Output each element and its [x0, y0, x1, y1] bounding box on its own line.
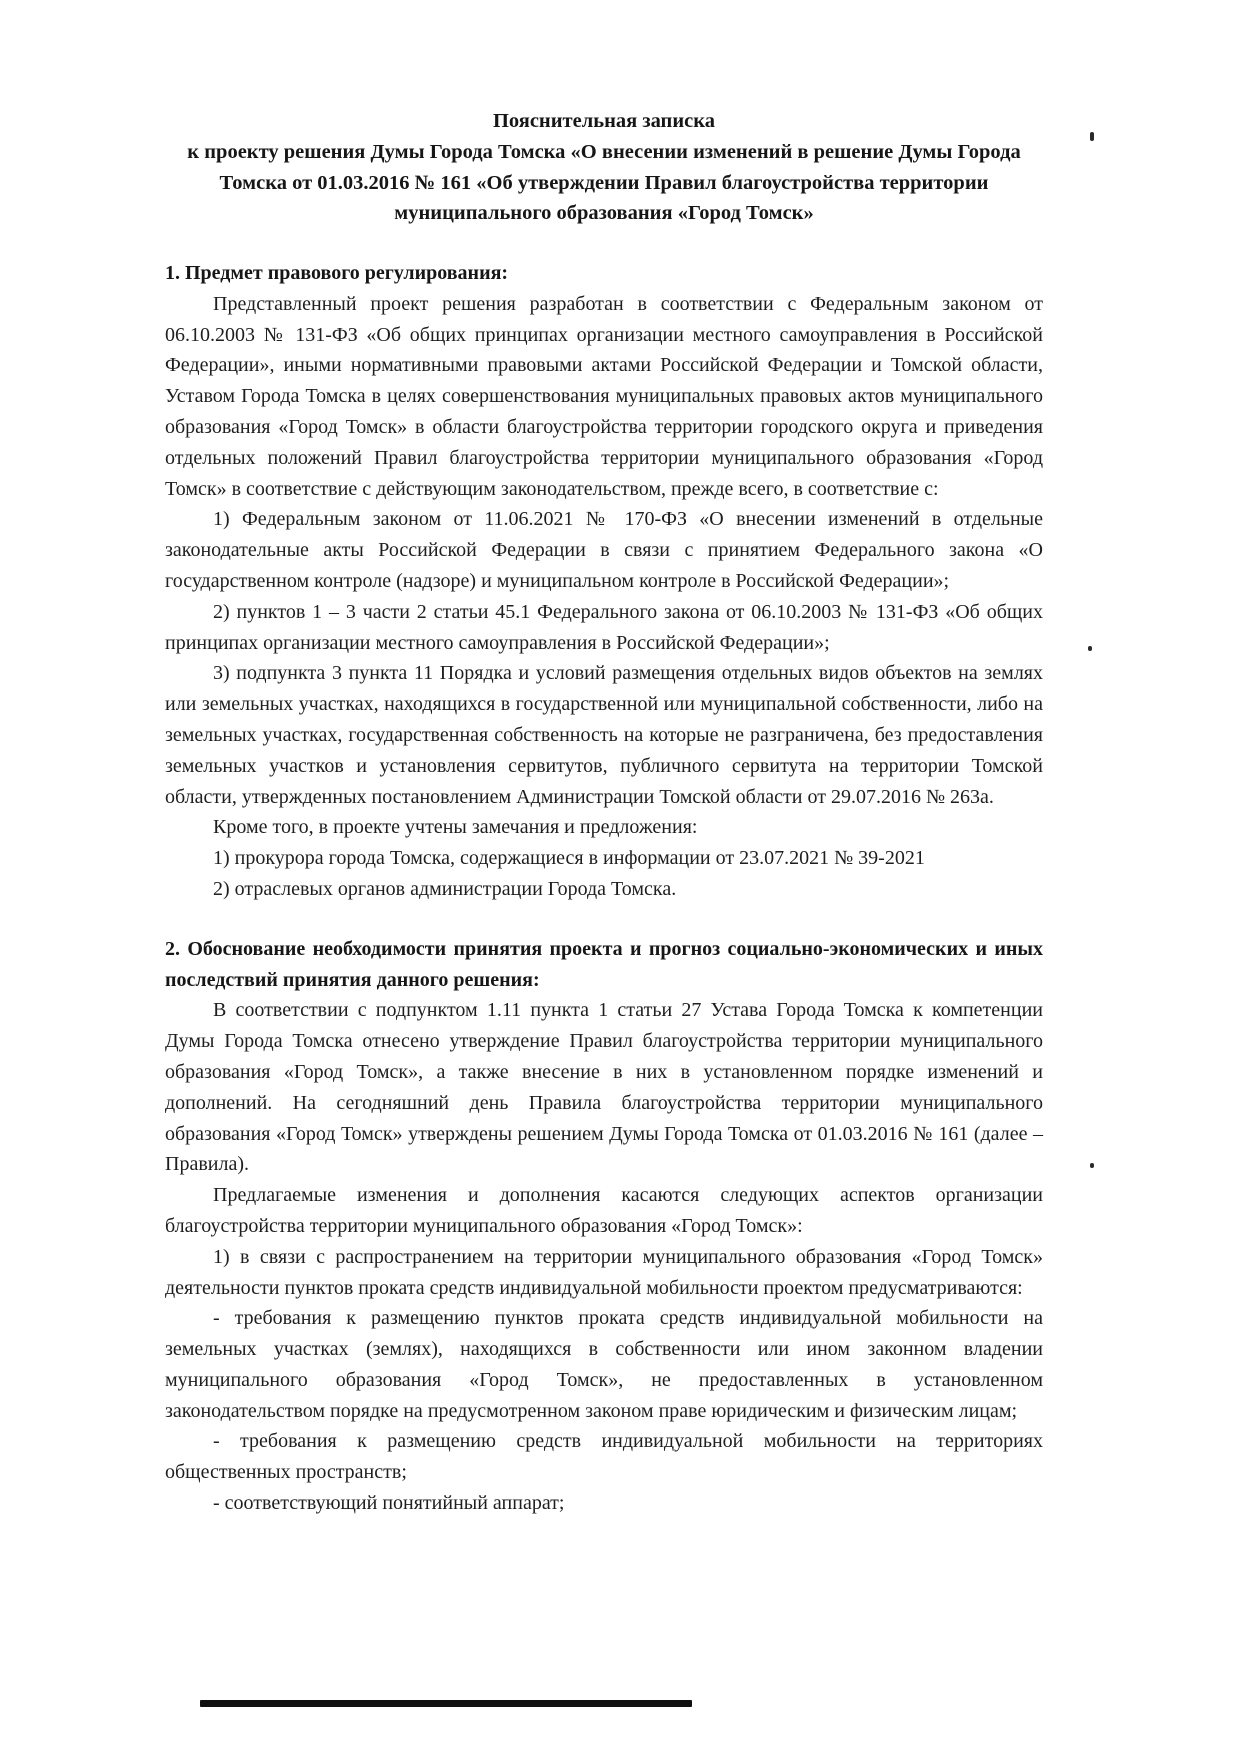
paragraph: 2) отраслевых органов администрации Города Томска. [213, 877, 677, 900]
paragraph: Кроме того, в проекте учтены замечания и предложения: [213, 816, 698, 839]
paragraph: Представленный проект решения разработан в соответствии с Федеральным законом от 06.10.2003 № 131-ФЗ «Об общих принципах организации местного самоуправления в Российской Федерации», иными нормативными правовыми актами Российской Федерации и Томской области, Уставом Города Томска в целях совершенствования муниципальных правовых актов муниципального образования «Город Томск» в области благоустройства территории городского округа и приведения отдельных положений Правил благоустройства территории муниципального образования «Город Томск» в соответствие с действующим законодательством, прежде всего, в соответствие с: [165, 292, 1043, 500]
scan-artifact [1090, 1163, 1094, 1168]
scan-artifact [1088, 646, 1092, 651]
scan-artifact [1090, 132, 1094, 141]
document-title: Пояснительная записка [492, 110, 716, 132]
paragraph: - требования к размещению пунктов проката средств индивидуальной мобильности на земельных участках (землях), находящихся в собственности или ином законном владении муниципального образования «Город Томск», не предоставленных в установленном законодательством порядке на предусмотренном законом праве юридическим и физическим лицам; [165, 1307, 1043, 1422]
paragraph: 1) Федеральным законом от 11.06.2021 № 170-ФЗ «О внесении изменений в отдельные законодательные акты Российской Федерации в связи с принятием Федерального закона «О государственном контроле (надзоре) и муниципальном контроле в Российской Федерации»; [165, 508, 1043, 592]
section-2-heading: 2. Обоснование необходимости принятия проекта и прогноз социально-экономических и иных последствий принятия данного решения: [165, 937, 1043, 991]
paragraph: 2) пунктов 1 – 3 части 2 статьи 45.1 Федерального закона от 06.10.2003 № 131-ФЗ «Об общих принципах организации местного самоуправления в Российской Федерации»; [165, 600, 1043, 654]
section-1-heading: 1. Предмет правового регулирования: [165, 262, 509, 284]
paragraph: 3) подпункта 3 пункта 11 Порядка и условий размещения отдельных видов объектов на землях или земельных участках, находящихся в государственной или муниципальной собственности, либо на земельных участках, государственная собственность на которые не разграничена, без предоставления земельных участков и установления сервитутов, публичного сервитута на территории Томской области, утвержденных постановлением Администрации Томской области от 29.07.2016 № 263а. [165, 662, 1043, 808]
document-subtitle: к проекту решения Думы Города Томска «О внесении изменений в решение Думы Города Томска от 01.03.2016 № 161 «Об утверждении Правил благоустройства территории муниципального образования «Город Томск» [187, 140, 1021, 225]
paragraph: - соответствующий понятийный аппарат; [213, 1492, 565, 1515]
paragraph: Предлагаемые изменения и дополнения касаются следующих аспектов организации благоустройства территории муниципального образования «Город Томск»: [165, 1184, 1043, 1237]
paragraph: В соответствии с подпунктом 1.11 пункта 1 статьи 27 Устава Города Томска к компетенции Думы Города Томска отнесено утверждение Правил благоустройства территории муниципального образования «Город Томск», а также внесение в них в установленном порядке изменений и дополнений. На сегодняшний день Правила благоустройства территории муниципального образования «Город Томск» утверждены решением Думы Города Томска от 01.03.2016 № 161 (далее – Правила). [165, 999, 1043, 1176]
document-content [165, 106, 1043, 1519]
scan-edge-line [200, 1700, 692, 1707]
paragraph: 1) прокурора города Томска, содержащиеся в информации от 23.07.2021 № 39-2021 [213, 847, 925, 870]
paragraph: - требования к размещению средств индивидуальной мобильности на территориях общественных пространств; [165, 1430, 1043, 1484]
paragraph: 1) в связи с распространением на территории муниципального образования «Город Томск» деятельности пунктов проката средств индивидуальной мобильности проектом предусматриваются: [165, 1245, 1043, 1299]
